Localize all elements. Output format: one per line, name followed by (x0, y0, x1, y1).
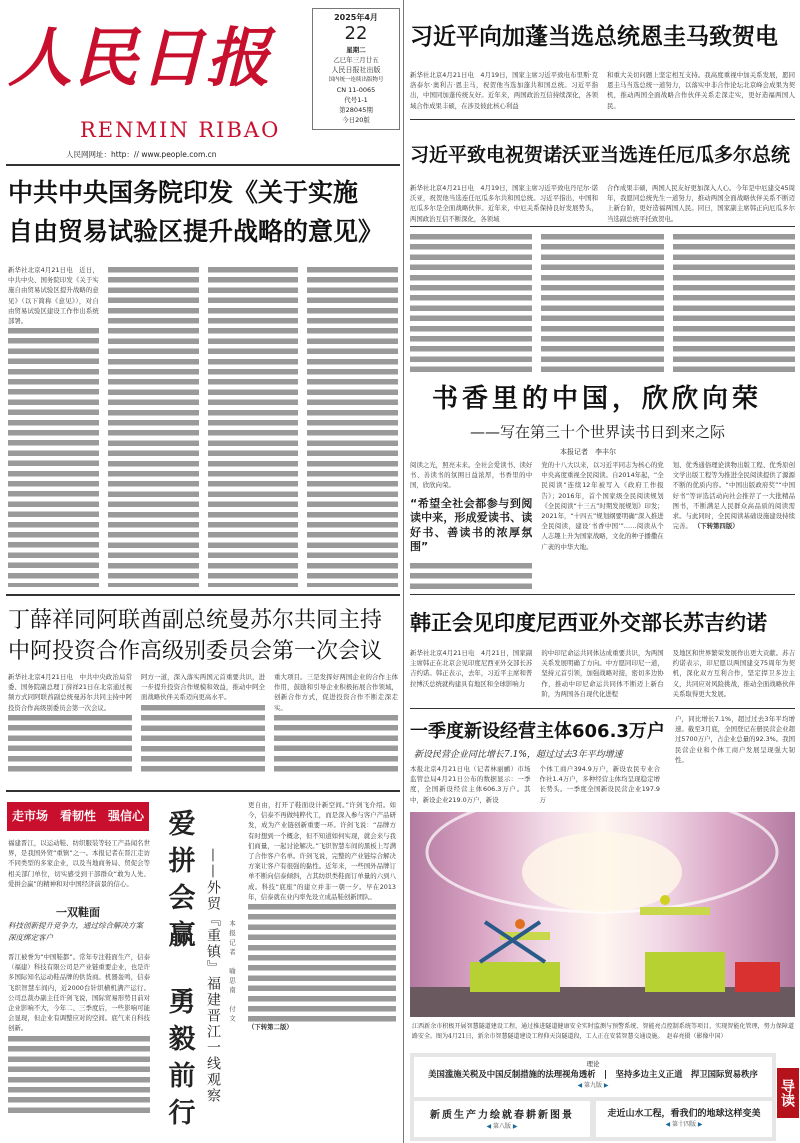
arrow-right-icon: ▶ (603, 1082, 609, 1089)
issue-number: 第28045期 (339, 106, 373, 114)
reg-cn: CN 11-0065 (336, 86, 376, 94)
guide-tag: 导读 (777, 1068, 799, 1118)
arrow-left-icon: ◀ (665, 1121, 671, 1128)
reading-subtitle: ——写在第三十个世界读书日到来之际 (470, 423, 726, 441)
guide-section-label: 理论 (586, 1060, 600, 1068)
ding-col2: 阿方一道，深入落实两国元首重要共识，进一步提升投资合作规模和效益，推动中阿全面战略伙伴关系迈向更高水平。 (141, 672, 265, 782)
lead-story-col3 (208, 265, 299, 587)
article-gabon-col2: 和重大关切问题上坚定相互支持。我高度重视中加关系发展，愿同恩圭马当选总统一道努力，以落实中非合作论坛北京峰会成果为契机，推动两国全面战略合作伙伴关系走深走实，更好造福两国人民。 (607, 71, 795, 110)
date-day: 22 (344, 23, 368, 44)
continued-note: （下转第四版） (693, 522, 739, 531)
reading-byline: 本报记者 李丰尔 (560, 448, 616, 456)
han-col2: 的中印尼命运共同体达成重要共识，为两国关系发展明确了方向。中方愿同印尼一道，坚持元首引领，加强战略对接，密切多边协作，推动中印尼命运共同体不断迈上新台阶，为两国各自现代化进程 (541, 649, 664, 698)
headline-ecuador[interactable]: 习近平致电祝贺诺沃亚当选连任厄瓜多尔总统 (410, 144, 791, 166)
masthead-romanized: RENMIN RIBAO (80, 118, 281, 142)
guide-item-1-title: 美国滥施关税及中国反制措施的法理视角透析 | 坚持多边主义正道 捍卫国际贸易秩序 (428, 1069, 758, 1079)
arrow-right-icon: ▶ (697, 1121, 703, 1128)
guide-item-2[interactable] (414, 1101, 590, 1137)
headline-char: 会 (168, 883, 196, 914)
reading-upper-col3 (673, 232, 795, 372)
arrow-right-icon: ▶ (512, 1123, 518, 1130)
reading-col3: 划、优秀通俗理论读物出版工程、优秀原创文学出版工程等为推进全民阅读提供了源源不断的优质内容。“中国出版政府奖”“中国好书”等评选活动向社会推荐了一大批精品图书，不断满足人民群众高品质的阅读需求。与此同时，全民阅读基础设施建设持续完善。 （下转第四版） (672, 461, 795, 531)
jinjiang-col2: 更自由，打开了鞋面设计新空间。”许剑飞介绍。如今，信泰不再做纯粹代工，而是深入参与客户产品研发，成为产业链创新重要一环。许剑飞说：“品牌方有时想到一个概念，但不知道如何实现，就会来与我们商量，一起讨论解决。”飞织智慧车间的黑板上写满了合作客户名单。许剑飞说，完整的产业链综合解决方案让客户有很强的黏性。近年来，一些国外品牌订单不断向信泰倾斜，占其纺织类鞋面订单量的六到八成。科技“底座”的建立并非一朝一夕。早在2013年，信泰就在业内率先设立成品鞋创新团队。 （下转第二版） (248, 801, 396, 1032)
ding-col1: 新华社北京4月21日电 中共中央政治局常委、国务院副总理丁薛祥21日在北京通过视频方式同阿联酋副总统曼苏尔共同主持中阿投资合作高级别委员会第一次会议。 (8, 672, 132, 782)
guide-item-1[interactable] (414, 1057, 772, 1097)
headline-char: 拼 (168, 846, 196, 877)
tunnel-photo[interactable] (410, 812, 795, 1017)
enterprise-col3: 户，同比增长7.1%，超过过去3年平均增速。截至3月底，全国登记在册民营企业超过5700万户，占企业总量的92.3%。我国民营企业和个体工商户发展呈现强大韧性。 (675, 715, 795, 764)
lead-headline-line2[interactable]: 自由贸易试验区提升战略的意见》 (8, 217, 384, 246)
jinjiang-vertical-headline[interactable] (162, 806, 202, 1132)
ding-headline-line2[interactable]: 中阿投资合作高级别委员会第一次会议 (8, 639, 383, 664)
photo-caption: 江西新余市积极开展智慧隧道建设工程，通过推进隧道健康安全实时监测与预警系统、智能亮点控制系统等项目，实现智能化管理，努力保障道路安全。图为4月21日，新余市智慧隧道建设工程仰天岗隧道段，工人正在安装智慧交通设施。 赵春亮摄（影像中国） (412, 1023, 794, 1041)
article-ecuador-col1: 新华社北京4月21日电 4月19日，国家主席习近平致电丹尼尔·诺沃亚，祝贺他当选连任厄瓜多尔共和国总统。习近平指出，中国和厄瓜多尔是全面战略伙伴。近年来，中厄关系保持良好发展势头，两国政治互信不断深化，各领域 (410, 184, 598, 223)
ding-headline-line1[interactable]: 丁薛祥同阿联酋副总统曼苏尔共同主持 (8, 608, 383, 633)
publisher: 人民日报社出版 (331, 66, 381, 74)
reading-pullquote: “希望全社会都参与到阅读中来，形成爱读书、读好书、善读书的浓厚氛围” (410, 496, 533, 554)
headline-char: 前 (168, 1061, 196, 1092)
tunnel-scene (410, 812, 795, 1017)
jinjiang-kicker: ——外贸『重镇』福建晋江一线观察 (205, 848, 221, 1104)
guide-item-3-title: 走近山水工程，看我们的地球这样变美 (607, 1109, 761, 1119)
headline-char: 勇 (168, 987, 196, 1018)
reading-upper-col2 (541, 232, 663, 372)
jinjiang-col1: 晋江被誉为“中国鞋都”。常年专注鞋面生产，信泰（福建）科技有限公司是产业链重要企业，也是许多国际知名运动鞋品牌的供货商。机器轰鸣，信泰飞织智慧车间内，近2000台针织横机满产运行。公司总裁办副主任许剑飞说，国际贸易形势目前对企业影响不大，今年二、三季度后，一些影响可能会显现，但企业有调整应对的空间。底气来自科技创新。 (8, 952, 150, 1140)
lead-story-col2 (108, 265, 199, 587)
article-gabon-col1: 新华社北京4月21日电 4月19日，国家主席习近平致电布里斯·克洛泰尔·奥利吉·恩圭马，祝贺他当选加蓬共和国总统。习近平指出，中国同加蓬传统友好。近年来，两国政治互信持续深化，各领域合作成果丰硕，在涉及彼此核心利益 (410, 71, 598, 110)
enterprise-deck: 新设民营企业同比增长7.1%，超过过去3年平均增速 (414, 750, 623, 760)
date-box (312, 8, 400, 130)
enterprise-headline[interactable]: 一季度新设经营主体606.3万户 (410, 721, 665, 742)
reg-label: 国内统一连续出版物号 (328, 77, 384, 83)
page-count: 今日20版 (342, 116, 370, 124)
jinjiang-subhead: 一双鞋面 (56, 906, 100, 919)
enterprise-col1: 本报北京4月21日电（记者林丽鹂）市场监管总局4月21日公布的数据显示：一季度，全国新设经营主体606.3万户。其中，新设企业219.0万户，新设 (410, 765, 531, 804)
arrow-left-icon: ◀ (486, 1123, 492, 1130)
guide-item-2-title: 新质生产力绘就春耕新图景 (430, 1110, 574, 1121)
lead-story-col4 (307, 265, 398, 587)
ding-col3: 重大项目。三是发挥好两国企业的合作主体作用，鼓励和引导企业积极拓展合作领域，创新合作方式，促进投资合作不断走深走实。 (274, 672, 398, 782)
han-col3: 及地区和世界繁荣发展作出更大贡献。苏吉约诺表示，印尼愿以两国建交75周年为契机，深化双方互利合作，坚定捍卫多边主义，共同应对风险挑战，推动全面战略伙伴关系取得更大发展。 (672, 649, 795, 698)
reading-col1: 阅读之光，照亮未来。全社会爱读书、读好书、善读书的氛围日益浓厚，书香里的中国，欣欣向荣。 “希望全社会都参与到阅读中来，形成爱读书、读好书、善读书的浓厚氛围” (410, 460, 532, 590)
jinjiang-intro: 福建晋江，以运动鞋、纺织服装等轻工产品闻名世界，是我国外贸“重镇”之一。本报记者在晋江走访不同类型的多家企业，以及当地商务局、贸促会等相关部门单位，切实感受到干部群众“敢为人先、爱拼会赢”的精神和对中国经济前景的信心。 (8, 839, 150, 888)
headline-char: 赢 (168, 920, 196, 951)
headline-char: 毅 (168, 1024, 196, 1055)
jinjiang-subdeck: 科技创新提升竞争力，通过综合解决方案深度绑定客户 (8, 921, 143, 942)
jinjiang-byline: 本报记者 喻思南 付文 (228, 920, 236, 1025)
han-headline[interactable]: 韩正会见印度尼西亚外交部长苏吉约诺 (410, 611, 767, 635)
continued-note: （下转第二版） (248, 1023, 293, 1032)
reading-headline[interactable]: 书香里的中国，欣欣向荣 (432, 384, 763, 414)
lead-headline-line1[interactable]: 中共中央国务院印发《关于实施 (8, 178, 359, 207)
date-lunar: 乙巳年三月廿五 (333, 56, 379, 64)
guide-item-1-page: 第九版 (583, 1082, 602, 1089)
han-col1: 新华社北京4月21日电 4月21日，国家副主席韩正在北京会见印度尼西亚外交部长苏吉约诺。韩正表示，去年，习近平主席和普拉博沃总统就构建具有地区和全球影响力 (410, 649, 533, 688)
date-weekday: 星期二 (346, 46, 366, 54)
guide-item-3-page: 第十四版 (671, 1121, 696, 1128)
reading-upper-col1 (410, 232, 532, 372)
reading-col2: 党的十八大以来，以习近平同志为核心的党中央高度重视全民阅读。自2014年起，“全民阅读”连续12年被写入《政府工作报告》；2016年，首个国家级全民阅读规划《全民阅读“十三五”时期发展规划》印发；2021年，“十四五”规划纲要明确“深入推进全民阅读，建设‘书香中国’”……阅读从个人志趣上升为国家战略，文化的种子播撒在广袤的中华大地。 (541, 461, 664, 551)
arrow-left-icon: ◀ (577, 1082, 583, 1089)
enterprise-col2: 个体工商户394.9万户，新设农民专业合作社1.4万户，多种经营主体均呈现稳定增长势头。一季度全国新设民营企业197.9万 (539, 765, 660, 804)
article-ecuador-col2: 合作成果丰硕，两国人民友好更加深入人心。今年是中厄建交45周年，我愿同总统先生一道努力，推动两国全面战略伙伴关系不断迈上新台阶，更好造福两国人民。同日，国家副主席韩正向厄瓜多尔当选副总统平托致贺电。 (607, 184, 795, 223)
section-banner: 走市场 看韧性 强信心 (7, 802, 149, 831)
headline-char: 爱 (168, 809, 196, 840)
masthead-logo: 人民日报 (8, 21, 272, 96)
headline-gabon[interactable]: 习近平向加蓬当选总统恩圭马致贺电 (410, 24, 778, 50)
headline-char: 行 (168, 1098, 196, 1129)
lead-story-col1: 新华社北京4月21日电 近日，中共中央、国务院印发《关于实施自由贸易试验区提升战略的意见》（以下简称《意见》），对自由贸易试验区建设工作作出系统部署。 (8, 265, 99, 587)
reg-code: 代号1-1 (344, 96, 368, 104)
guide-item-2-page: 第八版 (492, 1123, 511, 1130)
website-url: 人民网网址：http：// www.people.com.cn (66, 150, 217, 159)
guide-item-3[interactable] (596, 1101, 772, 1137)
date-year-month: 2025年4月 (334, 13, 378, 22)
